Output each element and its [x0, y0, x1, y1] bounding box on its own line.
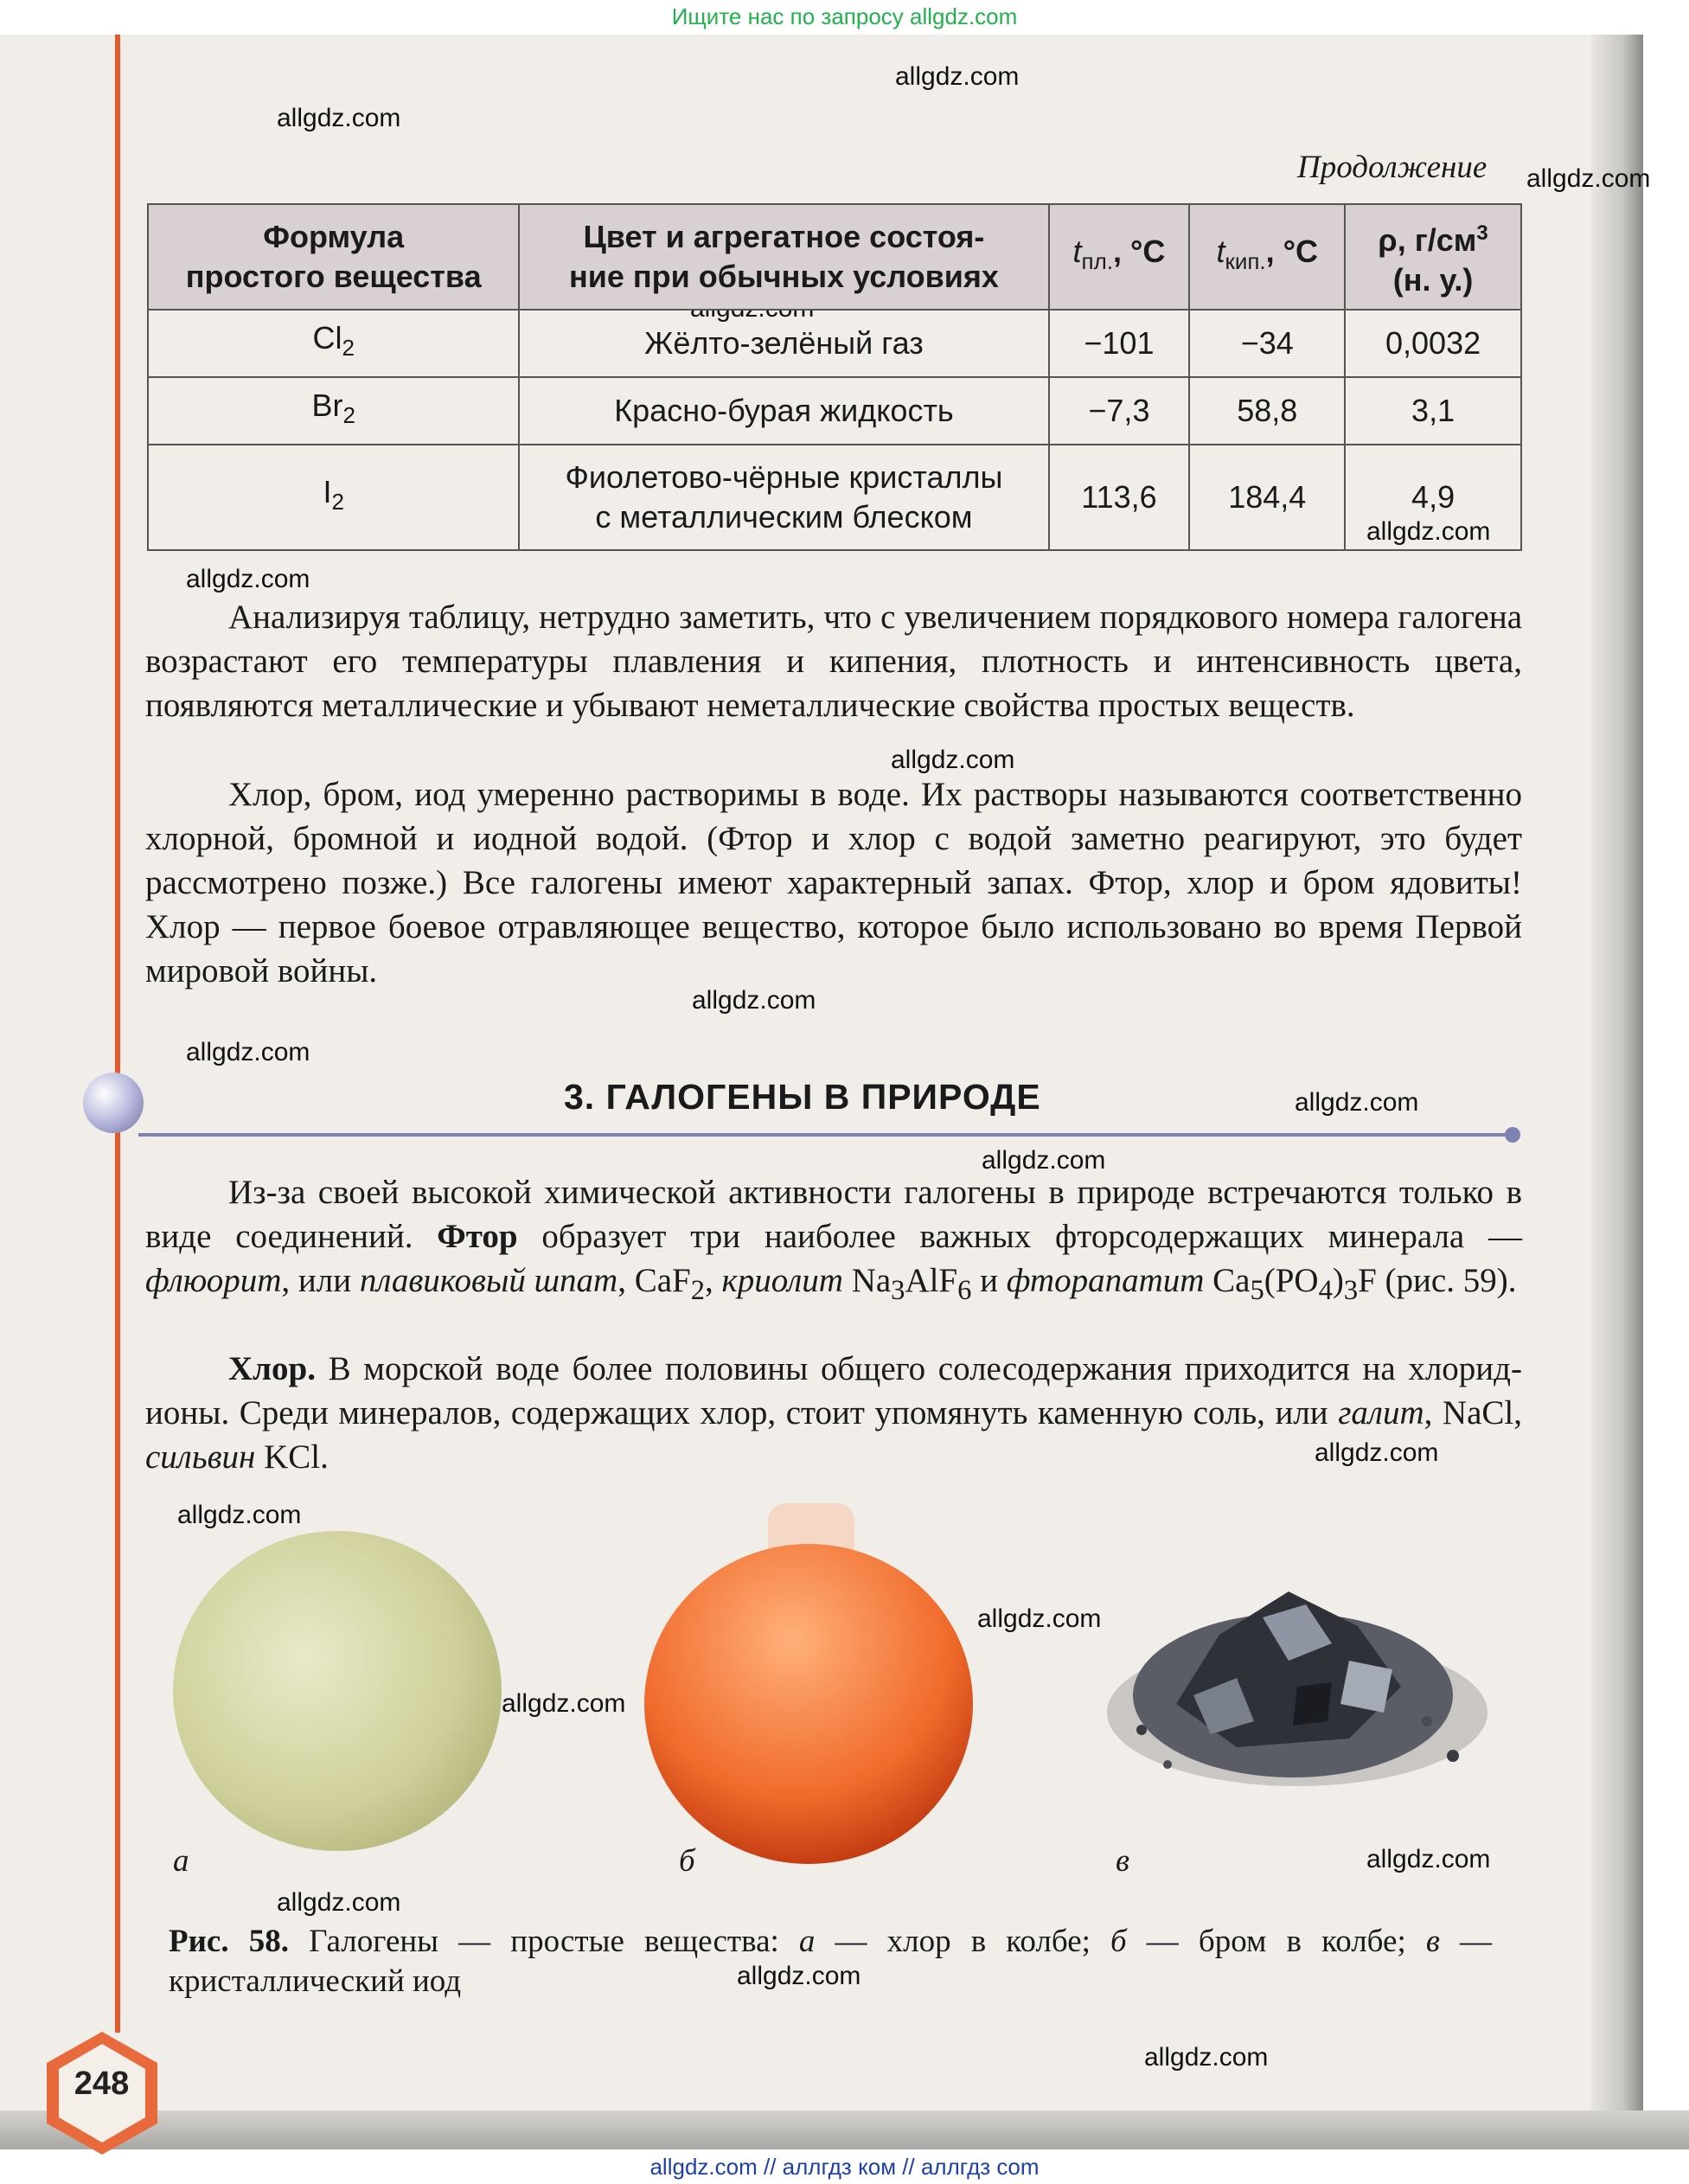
watermark: allgdz.com [1526, 164, 1651, 193]
watermark: allgdz.com [977, 1604, 1102, 1633]
cell-state: Жёлто-зелёный газ [519, 310, 1048, 377]
bromine-flask-image [644, 1544, 973, 1864]
watermark: allgdz.com [692, 986, 816, 1015]
figure-label-a: а [173, 1843, 189, 1879]
cell-boiling: 184,4 [1189, 445, 1345, 550]
table-row [148, 445, 1521, 550]
watermark: allgdz.com [1315, 1438, 1439, 1467]
header-boiling-point: $t_{кип.}$, °С [1189, 204, 1345, 310]
paragraph-fluorine: Из-за своей высокой химической активности галогены в природе встречаются только в виде соединений. Фтор образует три наиболее важных фторсодержащих минерала — флюорит, или плавиковый шпат, CaF$_2$, криолит $Na_3AlF_6$ и фторапатит $Ca_5(PO_4)_3F$ (рис. 59). [145, 1174, 1522, 1306]
cell-density: 0,0032 [1345, 310, 1521, 377]
header-density: ρ, $г/см^3$ (н. у.) [1345, 204, 1521, 310]
figure-caption: Рис. 58. Галогены — простые вещества: а — хлор в колбе; б — бром в колбе; в — кристаллический иод [169, 1924, 1493, 1999]
section-bullet-icon [83, 1073, 144, 1133]
watermark: allgdz.com [982, 1146, 1106, 1175]
figure-label-c: в [1116, 1843, 1130, 1879]
paragraph-solubility: Хлор, бром, иод умеренно растворимы в воде. Их растворы называются соответственно хлорной, бромной и иодной водой. (Фтор и хлор с водой заметно реагируют, это будет рассмотрено позже.) Все галогены имеют характерный запах. Фтор, хлор и бром ядовиты! Хлор — первое боевое отравляющее вещество, которое было использовано во время Первой мировой войны. [145, 776, 1522, 990]
paragraph-chlorine: Хлор. В морской воде более половины общего солесодержания приходится на хлорид-ионы. Среди минералов, содержащих хлор, стоит упомянуть каменную соль, или галит, NaCl, сильвин KCl. [145, 1350, 1522, 1476]
cell-formula: $Cl_2$ [148, 310, 519, 377]
watermark: allgdz.com [177, 1501, 302, 1529]
watermark: allgdz.com [891, 746, 1015, 774]
watermark: allgdz.com [1144, 2043, 1269, 2072]
cell-density: 3,1 [1345, 377, 1521, 445]
watermark: allgdz.com [186, 1038, 310, 1066]
section-line-end-dot [1505, 1127, 1520, 1143]
page-bottom-edge [0, 2110, 1689, 2149]
table-header-row [148, 204, 1521, 310]
table-continuation-label: Продолжение [1297, 150, 1487, 185]
cell-boiling: −34 [1189, 310, 1345, 377]
watermark: allgdz.com [186, 565, 310, 593]
cell-state: Красно-бурая жидкость [519, 377, 1048, 445]
table-row [148, 310, 1521, 377]
chlorine-flask-image [173, 1531, 502, 1851]
cell-formula: $Br_2$ [148, 377, 519, 445]
margin-line [115, 35, 120, 2033]
cell-density: 4,9 [1345, 445, 1521, 550]
watermark: allgdz.com [277, 104, 401, 132]
iodine-crystals-image [1090, 1557, 1496, 1816]
header-formula: Формула простого вещества [148, 204, 519, 310]
cell-boiling: 58,8 [1189, 377, 1345, 445]
top-search-banner[interactable]: Ищите нас по запросу allgdz.com [671, 3, 1018, 29]
page-number: 248 [74, 2066, 130, 2102]
cell-formula: $I_2$ [148, 445, 519, 550]
cell-melting: −101 [1049, 310, 1190, 377]
watermark: allgdz.com [1295, 1088, 1419, 1117]
header-state: Цвет и агрегатное состоя- ние при обычных условиях [519, 204, 1048, 310]
section-underline [138, 1133, 1513, 1137]
figure-label-b: б [679, 1843, 695, 1879]
cell-state: Фиолетово-чёрные кристаллы с металлическим блеском [519, 445, 1048, 550]
halogen-properties-table [147, 203, 1522, 551]
watermark: allgdz.com [895, 62, 1020, 91]
section-title: 3. ГАЛОГЕНЫ В ПРИРОДЕ [564, 1077, 1041, 1117]
table-row [148, 377, 1521, 445]
cell-melting: 113,6 [1049, 445, 1190, 550]
header-melting-point: $t_{пл.}$, °С [1049, 204, 1190, 310]
page-binding-shadow [1591, 35, 1643, 2149]
watermark: allgdz.com [277, 1888, 401, 1917]
cell-melting: −7,3 [1049, 377, 1190, 445]
watermark: allgdz.com [737, 1962, 861, 1990]
watermark: allgdz.com [1366, 1845, 1491, 1873]
watermark: allgdz.com [1366, 517, 1491, 546]
watermark: allgdz.com [502, 1689, 626, 1718]
paragraph-trends: Анализируя таблицу, нетрудно заметить, что с увеличением порядкового номера галогена возрастают его температуры плавления и кипения, плотность и интенсивность цвета, появляются металлические и убывают неметаллические свойства простых веществ. [145, 599, 1522, 724]
bottom-site-banner[interactable]: allgdz.com // аллгдз ком // аллгдз com [649, 2154, 1040, 2180]
